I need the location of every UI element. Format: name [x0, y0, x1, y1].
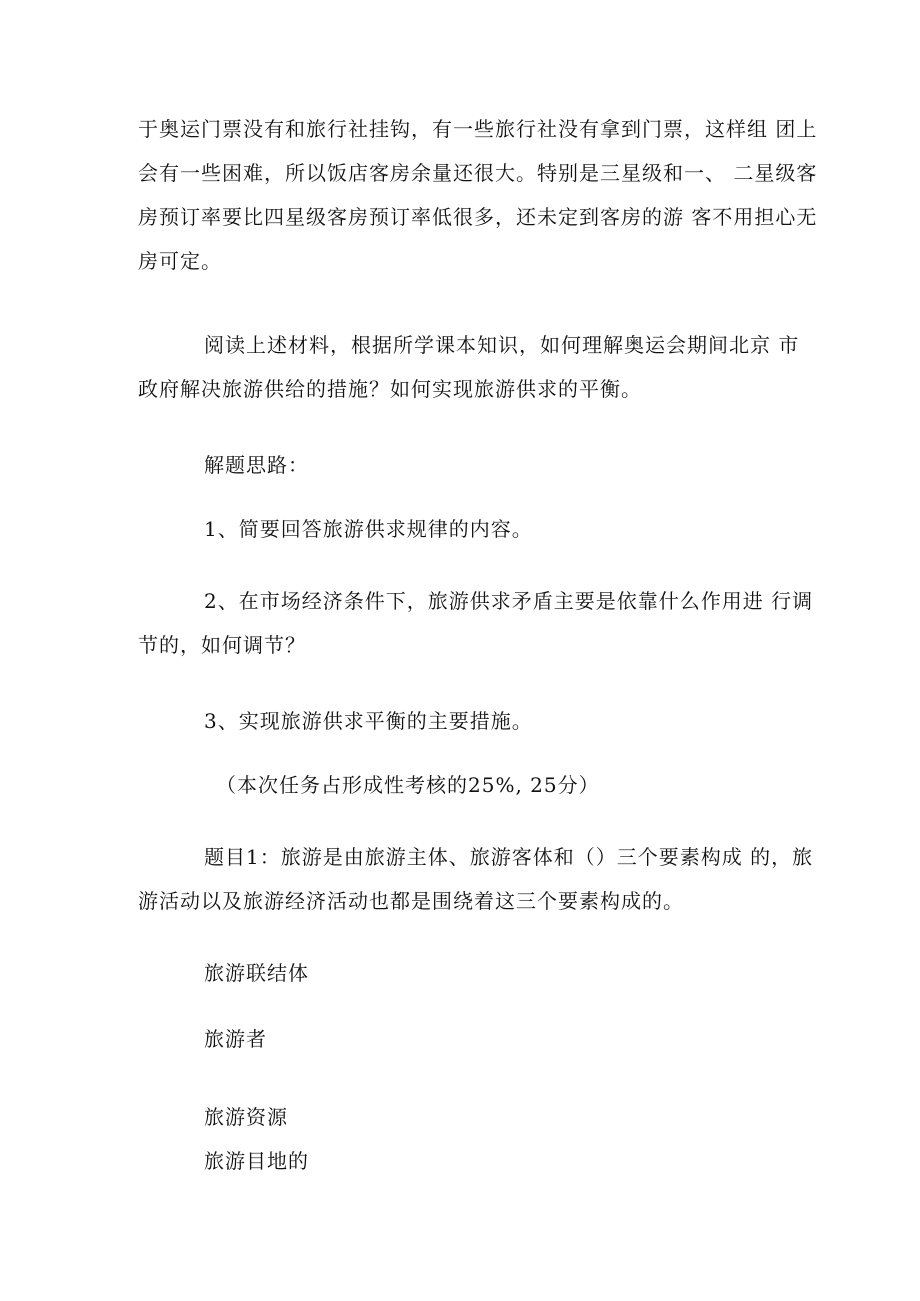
paragraph-2-line-1: 阅读上述材料，根据所学课本知识，如何理解奥运会期间北京 市 — [204, 333, 800, 357]
paragraph-1-line-3: 房预订率要比四星级客房预订率低很多，还未定到客房的游 客不用担心无 — [138, 205, 818, 229]
paragraph-1-line-2: 会有一些困难，所以饭店客房余量还很大。特别是三星级和一、 二星级客 — [138, 161, 818, 185]
question-1-option-1[interactable]: 旅游联结体 — [204, 961, 309, 985]
task-note: （本次任务占形成性考核的25%, 25分） — [216, 773, 600, 797]
question-1-option-4[interactable]: 旅游目地的 — [204, 1149, 309, 1173]
hint-item-2-line-2: 节的，如何调节？ — [138, 633, 306, 657]
hint-title: 解题思路： — [204, 453, 309, 477]
paragraph-2-line-2: 政府解决旅游供给的措施？如何实现旅游供求的平衡。 — [138, 377, 642, 401]
paragraph-1-line-4: 房可定。 — [138, 249, 222, 273]
question-1-line-1: 题目1：旅游是由旅游主体、旅游客体和（）三个要素构成 的，旅 — [204, 845, 814, 869]
paragraph-1-line-1: 于奥运门票没有和旅行社挂钩，有一些旅行社没有拿到门票，这样组 团上 — [138, 117, 818, 141]
question-1-option-2[interactable]: 旅游者 — [204, 1027, 267, 1051]
hint-item-2-line-1: 2、在市场经济条件下，旅游供求矛盾主要是依靠什么作用进 行调 — [204, 589, 814, 613]
question-1-option-3[interactable]: 旅游资源 — [204, 1105, 288, 1129]
hint-item-3: 3、实现旅游供求平衡的主要措施。 — [204, 709, 533, 733]
question-1-line-2: 游活动以及旅游经济活动也都是围绕着这三个要素构成的。 — [138, 889, 684, 913]
hint-item-1: 1、简要回答旅游供求规律的内容。 — [204, 517, 533, 541]
